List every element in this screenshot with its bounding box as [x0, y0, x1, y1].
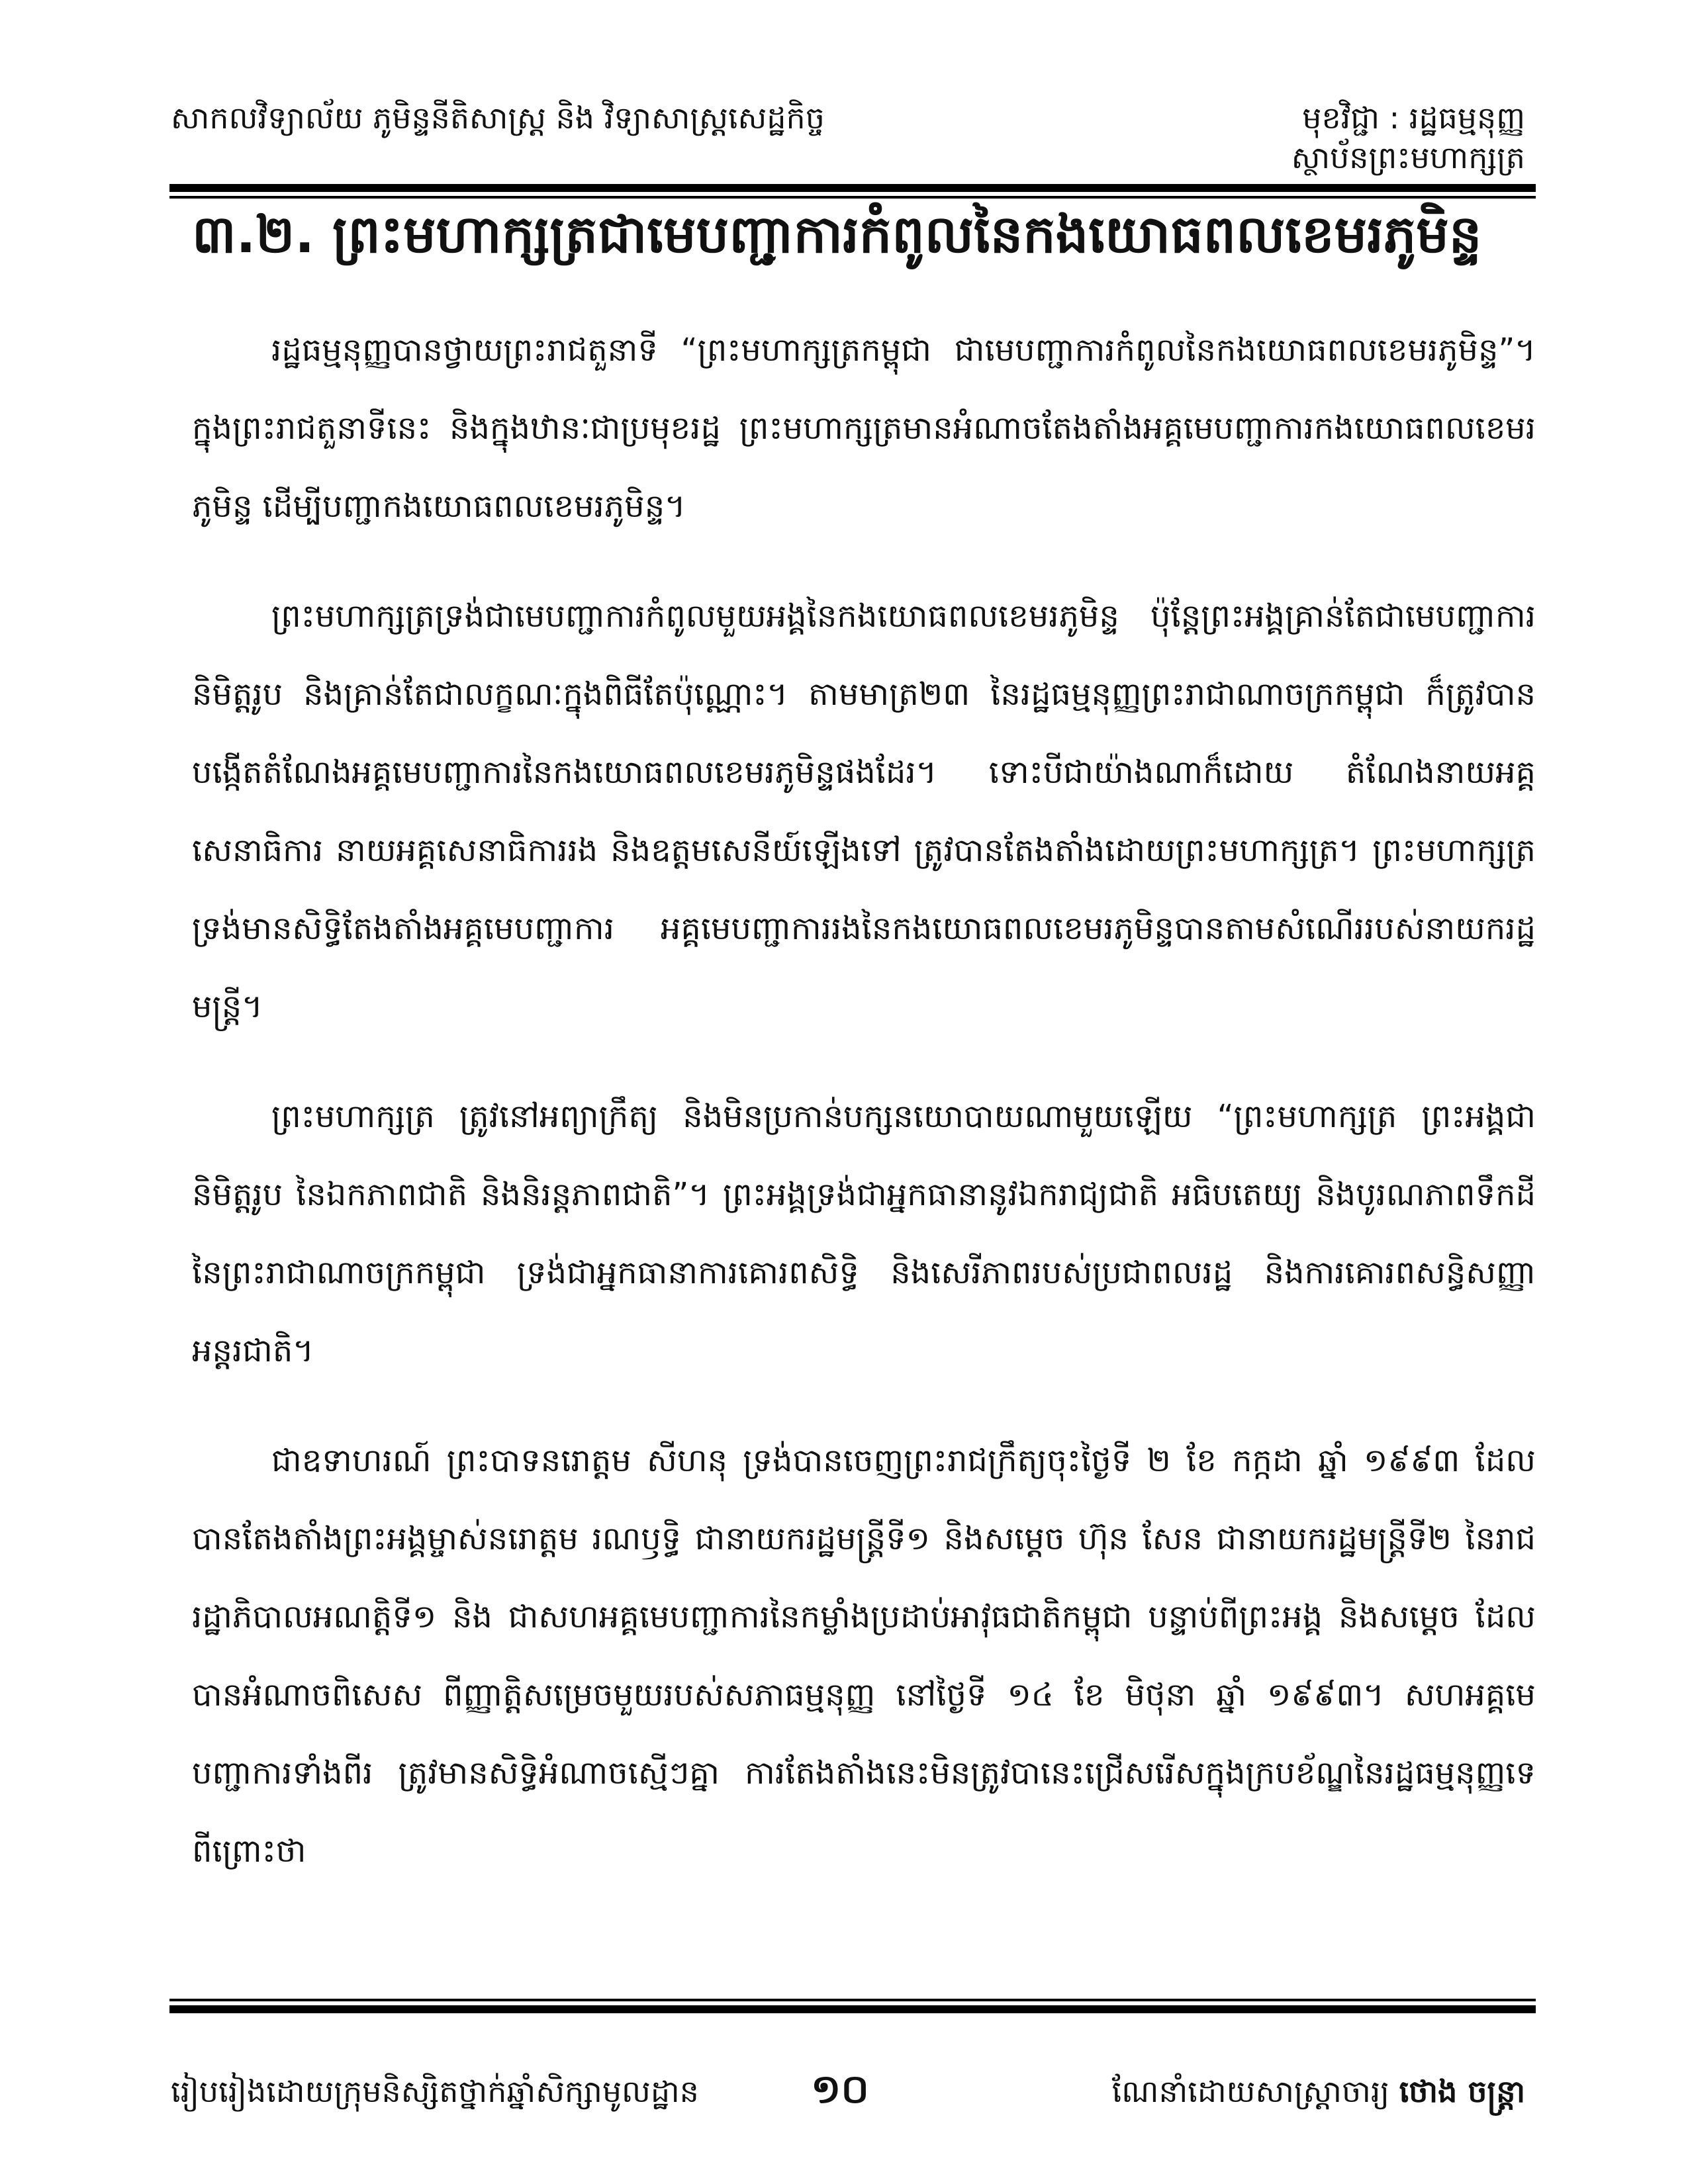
header-subject — [1291, 98, 1525, 177]
header-subject-line1: មុខវិជ្ជា : រដ្ឋធម្មនុញ្ញ — [1302, 100, 1525, 136]
footer-rule-thick — [169, 2005, 1536, 2013]
paragraph-1: រដ្ឋធម្មនុញ្ញបានថ្វាយព្រះរាជតួនាទី “ព្រះមហាក្សត្រកម្ពុជា ជាមេបញ្ជាការកំពូលនៃកងយោធពលខេមរភូមិន្ទ”។ ក្នុងព្រះរាជតួនាទីនេះ និងក្នុងឋានៈជាប្រមុខរដ្ឋ ព្រះមហាក្សត្រមានអំណាចតែងតាំងអគ្គមេបញ្ជាការកងយោធពលខេមរភូមិន្ទ ដើម្បីបញ្ជាកងយោធពលខេមរភូមិន្ទ។ — [192, 332, 1536, 525]
page-number: ១០ — [811, 2066, 869, 2113]
paragraph-2: ព្រះមហាក្សត្រទ្រង់ជាមេបញ្ជាការកំពូលមួយអង្គនៃកងយោធពលខេមរភូមិន្ទ ប៉ុន្តែព្រះអង្គគ្រាន់តែជាមេបញ្ជាការនិមិត្តរូប និងគ្រាន់តែជាលក្ខណៈក្នុងពិធីតែប៉ុណ្ណោះ។ តាមមាត្រ២៣ នៃរដ្ឋធម្មនុញ្ញព្រះរាជាណាចក្រកម្ពុជា ក៏ត្រូវបានបង្កើតតំណែងអគ្គមេបញ្ជាការនៃកងយោធពលខេមរភូមិន្ទផងដែរ។ ទោះបីជាយ៉ាងណាក៏ដោយ តំណែងនាយអគ្គសេនាធិការ នាយអគ្គសេនាធិការរង និងឧត្តមសេនីយ៍ឡើងទៅ ត្រូវបានតែងតាំងដោយព្រះមហាក្សត្រ។ ព្រះមហាក្សត្រទ្រង់មានសិទ្ធិតែងតាំងអគ្គមេបញ្ជាការ អគ្គមេបញ្ជាការរងនៃកងយោធពលខេមរភូមិន្ទបានតាមសំណើររបស់នាយករដ្ឋមន្ត្រី។ — [192, 598, 1536, 1025]
footer-supervisor-label: ណែនាំដោយសាស្ត្រាចារ្យ — [1111, 2073, 1390, 2109]
body-text — [192, 311, 1536, 1922]
header-university-name: សាកលវិទ្យាល័យ ភូមិន្ទនីតិសាស្ត្រ និង វិទ្យាសាស្ត្រសេដ្ឋកិច្ច — [171, 100, 825, 136]
paragraph-3: ព្រះមហាក្សត្រ ត្រូវនៅអព្យាក្រឹត្យ និងមិនប្រកាន់បក្សនយោបាយណាមួយឡើយ “ព្រះមហាក្សត្រ ព្រះអង្គជានិមិត្តរូប នៃឯកភាពជាតិ និងនិរន្តភាពជាតិ”។ ព្រះអង្គទ្រង់ជាអ្នកធានានូវឯករាជ្យជាតិ អធិបតេយ្យ និងបូរណភាពទឹកដីនៃព្រះរាជាណាចក្រកម្ពុជា ទ្រង់ជាអ្នកធានាការគោរពសិទ្ធិ និងសេរីភាពរបស់ប្រជាពលរដ្ឋ និងការគោរពសន្ធិសញ្ញាអន្តរជាតិ។ — [192, 1098, 1536, 1369]
footer-rule-thin — [169, 1999, 1536, 2001]
footer-prepared-by: រៀបរៀងដោយក្រុមនិស្សិតថ្នាក់ឆ្នាំសិក្សាមូលដ្ឋាន — [171, 2073, 699, 2109]
header-rule-thick — [169, 184, 1536, 192]
footer-supervisor-name: ថោង ចន្ត្រា — [1399, 2073, 1525, 2109]
footer-supervisor — [1112, 2071, 1525, 2111]
header-subject-line2: ស្ថាប័នព្រះមហាក្សត្រ — [1291, 140, 1525, 175]
section-title: ៣.២. ព្រះមហាក្សត្រជាមេបញ្ជាការកំពូលនៃកងយោធពលខេមរភូមិន្ទ — [192, 205, 1482, 265]
paragraph-4: ជាឧទាហរណ៍ ព្រះបាទនរោត្តម សីហនុ ទ្រង់បានចេញព្រះរាជក្រឹត្យចុះថ្ងៃទី ២ ខែ កក្កដា ឆ្នាំ ១៩៩៣ ដែលបានតែងតាំងព្រះអង្គម្ចាស់នរោត្តម រណឫទ្ធិ ជានាយករដ្ឋមន្ត្រីទី១ និងសម្តេច ហ៊ុន សែន ជានាយករដ្ឋមន្ត្រីទី២ នៃរាជរដ្ឋាភិបាលអណត្តិទី១ និង ជាសហអគ្គមេបញ្ជាការនៃកម្លាំងប្រដាប់អាវុធជាតិកម្ពុជា បន្ទាប់ពីព្រះអង្គ និងសម្តេច ដែលបានអំណាចពិសេស ពីញ្ញាត្តិសម្រេចមួយរបស់សភាធម្មនុញ្ញ នៅថ្ងៃទី ១៤ ខែ មិថុនា ឆ្នាំ ១៩៩៣។ សហអគ្គមេបញ្ជាការទាំងពីរ ត្រូវមានសិទ្ធិអំណាចស្មើៗគ្នា ការតែងតាំងនេះមិនត្រូវបានេះជ្រើសរើសក្នុងក្របខ័ណ្ឌនៃរដ្ឋធម្មនុញ្ញទេ ពីព្រោះថា — [192, 1442, 1536, 1870]
